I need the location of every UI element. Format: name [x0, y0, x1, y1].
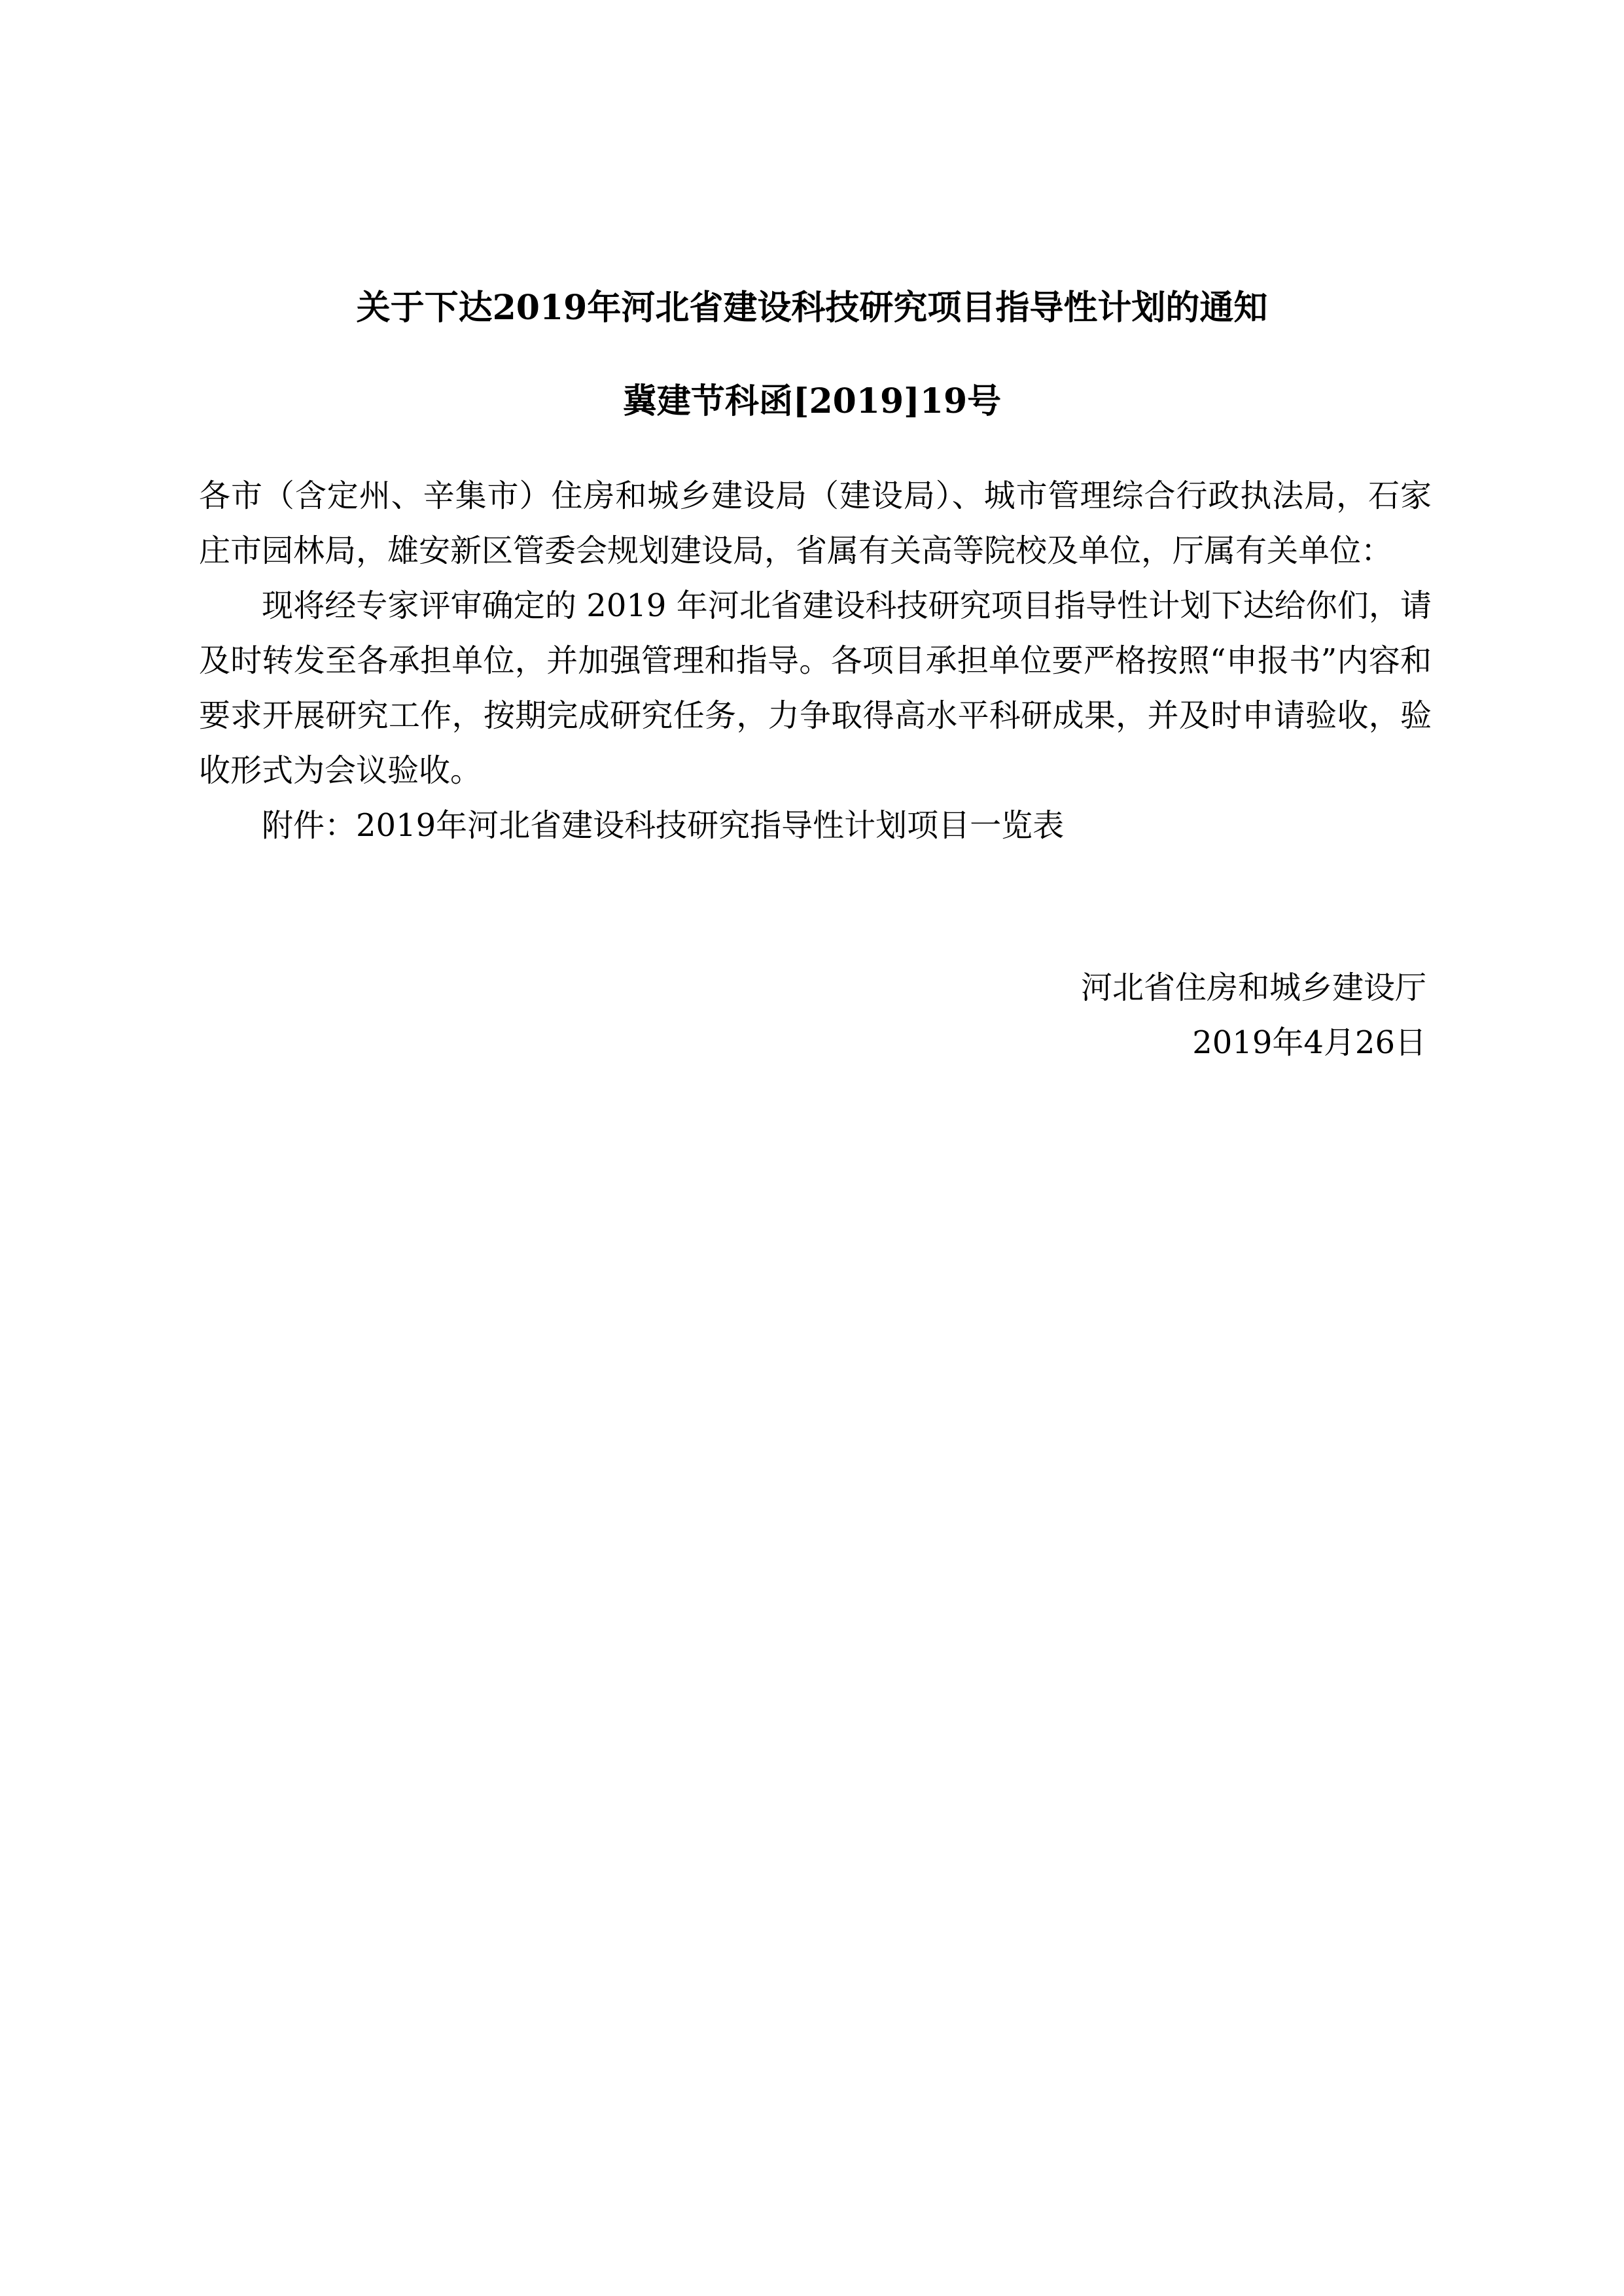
document-body — [199, 468, 1432, 853]
document-number: 冀建节科函[2019]19号 — [622, 381, 1002, 421]
issuer-name: 河北省住房和城乡建设厅 — [1080, 969, 1426, 1006]
attachment-line: 附件：2019年河北省建设科技研究指导性计划项目一览表 — [262, 807, 1065, 844]
document-title: 关于下达2019年河北省建设科技研究项目指导性计划的通知 — [356, 288, 1268, 328]
signature-block — [1081, 960, 1426, 1070]
main-paragraph: 现将经专家评审确定的 2019 年河北省建设科技研究项目指导性计划下达给你们，请及时转发至各承担单位，并加强管理和指导。各项目承担单位要严格按照“申报书”内容和要求开展研究工作，按期完成研究任务，力争取得高水平科研成果，并及时申请验收，验收形式为会议验收。 — [199, 587, 1432, 789]
addressee-paragraph: 各市（含定州、辛集市）住房和城乡建设局（建设局）、城市管理综合行政执法局，石家庄市园林局，雄安新区管委会规划建设局，省属有关高等院校及单位，厅属有关单位： — [199, 478, 1432, 569]
issue-date: 2019年4月26日 — [1192, 1024, 1426, 1061]
